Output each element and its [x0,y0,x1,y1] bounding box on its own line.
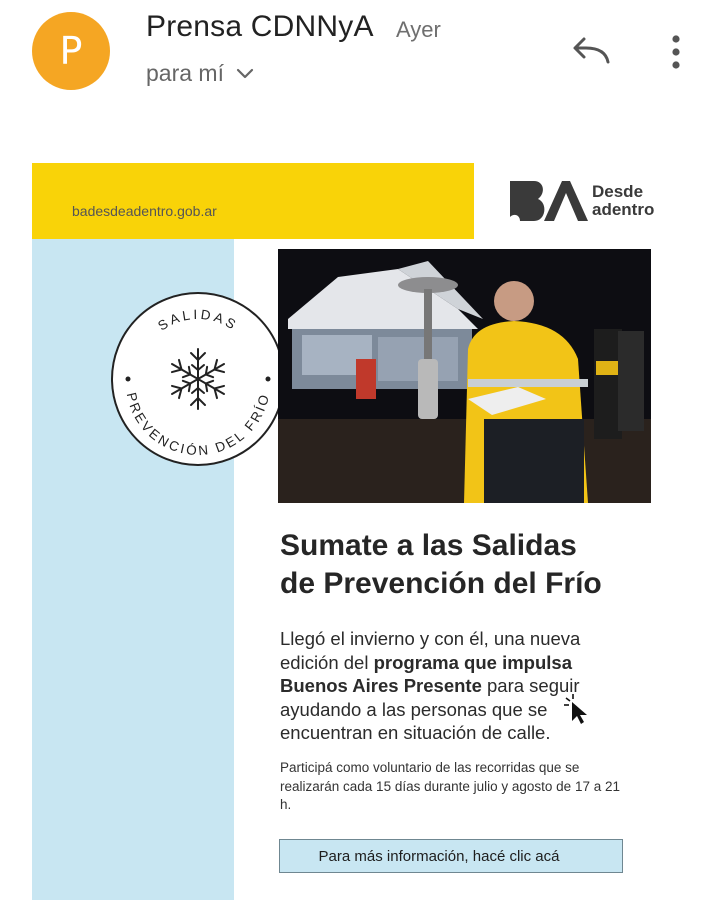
logo-text [592,183,654,219]
logo-line-2: adentro [592,200,655,219]
chevron-down-icon [236,67,254,81]
pointer-cursor-icon [564,694,590,724]
volunteer-photo [278,249,651,503]
lead-text-2: para seguir ayudando a las personas que se encuentran en situación de calle. [280,675,580,744]
newsletter-card [32,163,688,900]
more-info-button[interactable] [279,839,623,873]
lead-paragraph [280,627,640,745]
lead-bold-text: programa que impulsa Buenos Aires Presente [280,651,572,697]
badge-bottom-text: PREVENCIÓN DEL FRÍO [123,390,273,459]
email-date: Ayer [396,17,441,42]
sender-name: Prensa CDNNyA [146,10,374,43]
avatar-letter: P [59,29,83,73]
more-info-label: Para más información, hacé clic acá [318,847,560,865]
lead-text-1: Llegó el invierno y con él, una nueva edición del [280,628,581,673]
headline [280,527,680,603]
salidas-badge [108,289,288,469]
site-url[interactable]: badesdeadentro.gob.ar [72,203,217,219]
header-banner [32,163,474,239]
recipient-details-toggle[interactable] [146,60,254,87]
badge-top-text: SALIDAS [155,306,241,334]
recipient-label: para mí [146,60,224,86]
logo-line-1: Desde [592,182,644,201]
ba-logo-icon [506,177,596,227]
headline-line-1: Sumate a las Salidas [280,529,577,562]
reply-icon[interactable] [570,34,612,68]
headline-line-2: de Prevención del Frío [280,567,602,600]
sender-avatar[interactable] [32,12,110,90]
volunteer-note: Participá como voluntario de las recorridas que se realizarán cada 15 días durante julio y agosto de 17 a 21 h. [280,760,620,812]
more-vert-icon[interactable] [664,32,688,72]
